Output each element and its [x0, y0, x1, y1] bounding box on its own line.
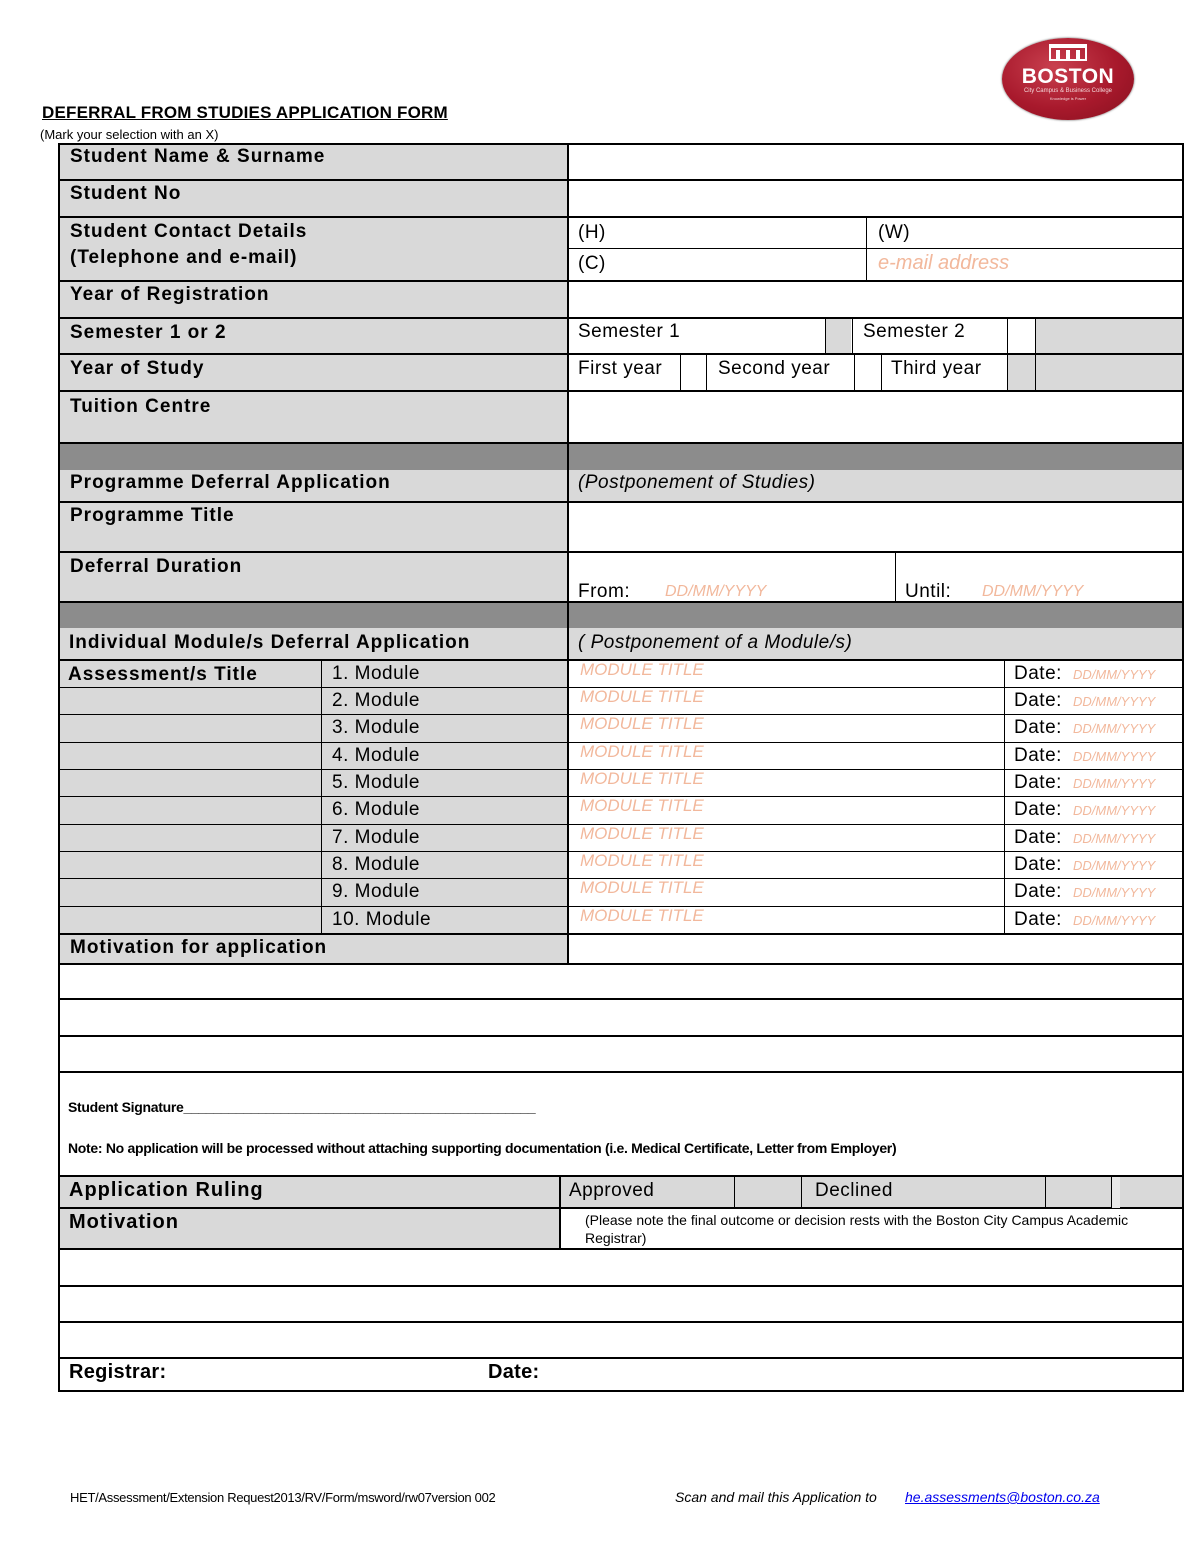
module-date-label: Date: [1014, 881, 1062, 902]
module-title-field[interactable]: MODULE TITLE [580, 660, 704, 679]
module-date-field[interactable]: DD/MM/YYYY [1073, 694, 1156, 709]
programme-deferral-note: (Postponement of Studies) [578, 472, 816, 493]
ruling-line-3[interactable] [60, 1323, 1182, 1357]
module-date-field[interactable]: DD/MM/YYYY [1073, 667, 1156, 682]
registrar-label: Registrar: [69, 1361, 167, 1383]
module-number-label: 7. Module [332, 827, 420, 848]
boston-logo [1002, 38, 1134, 120]
until-label: Until: [905, 581, 952, 602]
declined-option: Declined [815, 1180, 893, 1201]
module-title-field[interactable]: MODULE TITLE [580, 824, 704, 843]
programme-deferral-label: Programme Deferral Application [70, 472, 391, 493]
logo-motto: Knowledge is Power [1049, 96, 1087, 101]
module-number-label: 1. Module [332, 663, 420, 684]
email-field[interactable]: e-mail address [878, 252, 1010, 274]
module-number-label: 9. Module [332, 881, 420, 902]
semester-label: Semester 1 or 2 [70, 322, 227, 343]
work-phone-field[interactable]: (W) [878, 222, 911, 243]
logo-name: BOSTON [1021, 65, 1115, 88]
module-date-label: Date: [1014, 772, 1062, 793]
module-date-field[interactable]: DD/MM/YYYY [1073, 721, 1156, 736]
programme-title-field[interactable] [570, 503, 1181, 551]
module-title-field[interactable]: MODULE TITLE [580, 796, 704, 815]
module-date-label: Date: [1014, 909, 1062, 930]
logo-tagline: City Campus & Business College [1023, 88, 1113, 94]
module-date-label: Date: [1014, 827, 1062, 848]
module-title-field[interactable]: MODULE TITLE [580, 714, 704, 733]
form-subtitle: (Mark your selection with an X) [40, 127, 219, 142]
module-number-label: 8. Module [332, 854, 420, 875]
ruling-motivation-label: Motivation [69, 1211, 179, 1233]
module-date-label: Date: [1014, 799, 1062, 820]
student-signature[interactable]: Student Signature_______________________________________________ [68, 1099, 536, 1115]
module-title-field[interactable]: MODULE TITLE [580, 742, 704, 761]
year-study-label: Year of Study [70, 358, 205, 379]
student-name-label: Student Name & Surname [70, 146, 326, 167]
module-number-label: 2. Module [332, 690, 420, 711]
footer-reference: HET/Assessment/Extension Request2013/RV/Form/msword/rw07version 002 [70, 1490, 496, 1505]
first-year-option: First year [578, 358, 663, 379]
footer-scan-text: Scan and mail this Application to [675, 1489, 877, 1505]
motivation-field[interactable] [570, 935, 1181, 963]
module-date-label: Date: [1014, 663, 1062, 684]
module-date-field[interactable]: DD/MM/YYYY [1073, 749, 1156, 764]
module-deferral-note: ( Postponement of a Module/s) [578, 632, 853, 653]
motivation-label: Motivation for application [70, 937, 328, 958]
module-title-field[interactable]: MODULE TITLE [580, 687, 704, 706]
module-date-field[interactable]: DD/MM/YYYY [1073, 831, 1156, 846]
semester-1-checkbox[interactable] [826, 318, 851, 353]
building-icon [1049, 44, 1087, 61]
module-number-label: 3. Module [332, 717, 420, 738]
second-year-checkbox[interactable] [855, 354, 881, 390]
semester-2-option: Semester 2 [863, 321, 966, 342]
semester-2-checkbox[interactable] [1008, 318, 1035, 353]
student-no-label: Student No [70, 183, 182, 204]
module-title-field[interactable]: MODULE TITLE [580, 769, 704, 788]
footer-email-link[interactable]: he.assessments@boston.co.za [905, 1489, 1100, 1505]
ruling-line-1[interactable] [60, 1250, 1182, 1285]
module-date-field[interactable]: DD/MM/YYYY [1073, 913, 1156, 928]
module-date-label: Date: [1014, 690, 1062, 711]
third-year-checkbox[interactable] [1008, 354, 1035, 390]
documentation-note: Note: No application will be processed without attaching supporting documentation (i.e. Medical Certificate, Letter from Employer) [68, 1140, 897, 1156]
cell-phone-field[interactable]: (C) [578, 253, 606, 274]
module-title-field[interactable]: MODULE TITLE [580, 851, 704, 870]
year-registration-label: Year of Registration [70, 284, 270, 305]
module-number-label: 6. Module [332, 799, 420, 820]
module-date-label: Date: [1014, 745, 1062, 766]
module-date-label: Date: [1014, 854, 1062, 875]
third-year-option: Third year [891, 358, 982, 379]
tuition-centre-label: Tuition Centre [70, 396, 212, 417]
motivation-line-1[interactable] [60, 965, 1182, 998]
application-ruling-label: Application Ruling [69, 1179, 264, 1201]
form-title: DEFERRAL FROM STUDIES APPLICATION FORM [42, 103, 448, 122]
student-no-field[interactable] [570, 181, 1181, 216]
registrar-date-label: Date: [488, 1361, 540, 1383]
module-number-label: 4. Module [332, 745, 420, 766]
module-date-field[interactable]: DD/MM/YYYY [1073, 776, 1156, 791]
assessment-title-label: Assessment/s Title [68, 664, 258, 685]
from-date-field[interactable]: DD/MM/YYYY [665, 583, 767, 600]
declined-checkbox[interactable] [1046, 1177, 1111, 1207]
module-date-label: Date: [1014, 717, 1062, 738]
student-name-field[interactable] [570, 145, 1181, 179]
tuition-centre-field[interactable] [570, 392, 1181, 442]
ruling-line-2[interactable] [60, 1287, 1182, 1321]
until-date-field[interactable]: DD/MM/YYYY [982, 583, 1084, 600]
from-label: From: [578, 581, 631, 602]
second-year-option: Second year [718, 358, 831, 379]
module-number-label: 5. Module [332, 772, 420, 793]
contact-details-sublabel: (Telephone and e-mail) [70, 247, 298, 268]
contact-details-label: Student Contact Details [70, 221, 308, 242]
ruling-motivation-note: (Please note the final outcome or decision rests with the Boston City Campus Academic Registrar) [585, 1212, 1129, 1246]
semester-1-option: Semester 1 [578, 321, 681, 342]
deferral-duration-label: Deferral Duration [70, 556, 243, 577]
module-title-field[interactable]: MODULE TITLE [580, 878, 704, 897]
first-year-checkbox[interactable] [681, 354, 706, 390]
approved-option: Approved [569, 1180, 655, 1201]
module-date-field[interactable]: DD/MM/YYYY [1073, 858, 1156, 873]
module-title-field[interactable]: MODULE TITLE [580, 906, 704, 925]
programme-title-label: Programme Title [70, 505, 235, 526]
approved-checkbox[interactable] [735, 1177, 801, 1207]
motivation-line-3[interactable] [60, 1037, 1182, 1071]
year-registration-field[interactable] [570, 282, 1181, 317]
module-date-field[interactable]: DD/MM/YYYY [1073, 885, 1156, 900]
module-date-field[interactable]: DD/MM/YYYY [1073, 803, 1156, 818]
home-phone-field[interactable]: (H) [578, 222, 606, 243]
module-number-label: 10. Module [332, 909, 432, 930]
module-deferral-label: Individual Module/s Deferral Application [69, 632, 471, 653]
motivation-line-2[interactable] [60, 1000, 1182, 1035]
